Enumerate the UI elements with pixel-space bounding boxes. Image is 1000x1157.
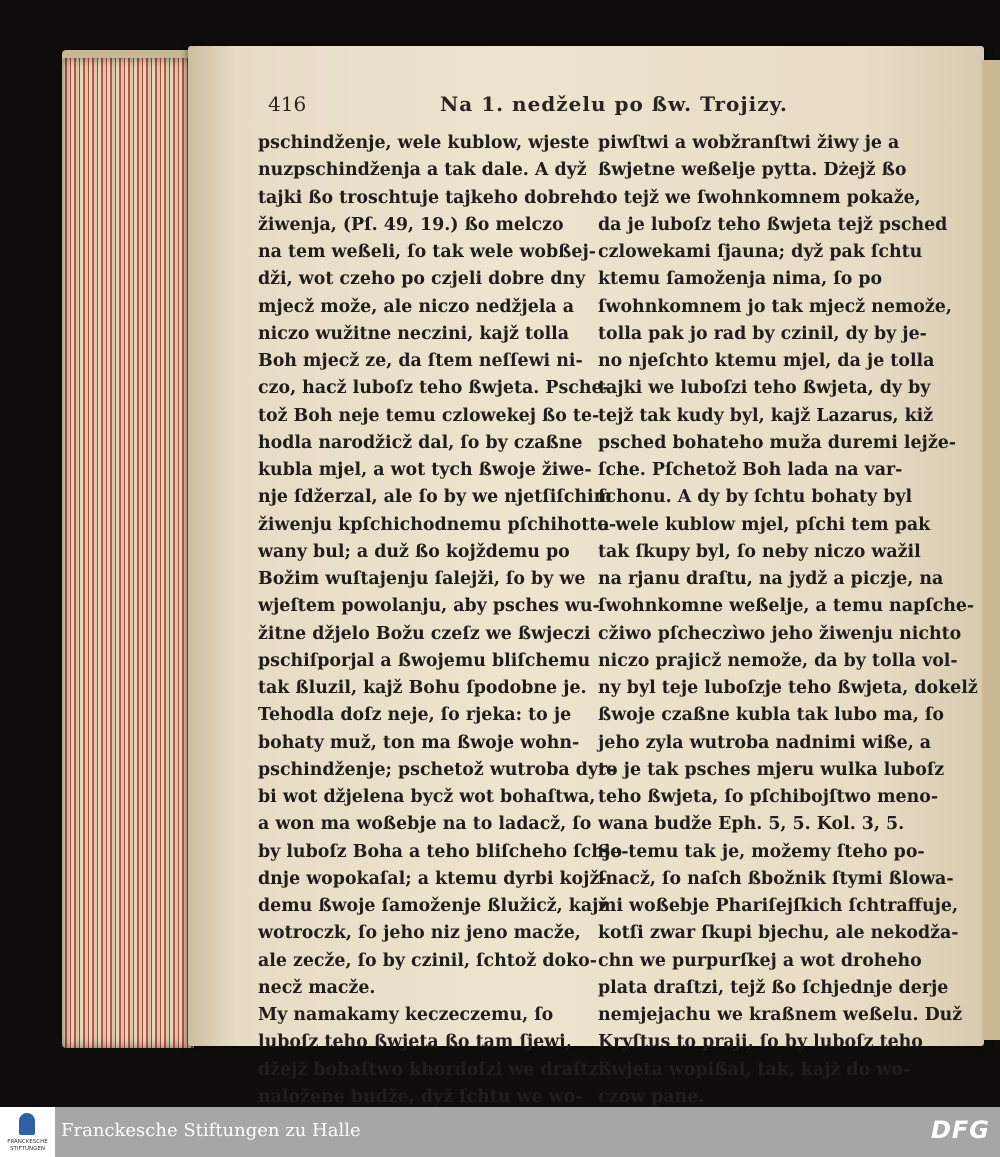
text-line: jeho zyla wutroba nadnimi wiße, a	[598, 732, 932, 753]
text-line: ſwohnkomnem jo tak mjecž nemože,	[598, 296, 952, 317]
text-line: czow pane.	[598, 1086, 705, 1107]
text-line: ßwoje czaßne kubla tak lubo ma, ſo	[598, 705, 945, 726]
text-line: da je luboſz teho ßwjeta tejž psched	[598, 214, 948, 235]
text-line: ſche. Pſchetož Boh lada na var-	[598, 460, 903, 480]
text-line: kubla mjel, a wot tych ßwoje žiwe-	[258, 460, 592, 480]
text-line: wana budže Eph. 5, 5. Kol. 3, 5.	[598, 814, 905, 835]
text-line: by luboſz Boha a teho bliſcheho ſchje-	[258, 841, 629, 862]
text-line: žitne džjelo Božu czeſz we ßwjeczi	[258, 623, 591, 644]
text-line: no njeſchto ktemu mjel, da je tolla	[598, 351, 935, 371]
text-line: pschindženje, wele kublow, wjeste	[258, 133, 590, 153]
text-line: ny byl teje luboſzje teho ßwjeta, dokelž	[598, 678, 978, 698]
text-line: žiwenja, (Pſ. 49, 19.) ßo melczo	[258, 214, 564, 235]
logo-label: FRANCKESCHE STIFTUNGEN	[7, 1139, 48, 1152]
text-line: mi woßebje Phariſejſkich ſchtraffuje,	[598, 896, 959, 916]
dfg-logo[interactable]: DFG	[930, 1116, 990, 1144]
text-line: ale zecže, ſo by czinil, ſchtož doko-	[258, 950, 597, 971]
text-line: pschindženje; pschetož wutroba dyr-	[258, 759, 615, 780]
text-line: mjecž može, ale niczo nedžjela a	[258, 296, 574, 317]
text-line: czo, hacž luboſz teho ßwjeta. Psche-	[258, 378, 610, 399]
text-line: nuzpschindženja a tak dale. A dyž	[258, 160, 587, 181]
text-line: piwſtwi a wobžranſtwi žiwy je a	[598, 133, 900, 153]
text-line: psched bohateho muža duremi lejže-	[598, 432, 956, 453]
text-line: cžiwo pſcheczìwo jeho žiwenju nichto	[598, 623, 962, 644]
page-edges-stack	[62, 58, 194, 1048]
text-line: niczo prajicž nemože, da by tolla vol-	[598, 650, 958, 671]
text-line: džejž bohaſtwo khordoſzi we draſtzi	[258, 1059, 606, 1080]
text-line: a won ma woßebje na to ladacž, ſo	[258, 814, 592, 835]
text-line: tak ßluzil, kajž Bohu ſpodobne je.	[258, 678, 587, 698]
text-line: na rjanu draſtu, na jydž a piczje, na	[598, 569, 944, 589]
text-column-right	[598, 130, 978, 1111]
text-line: Božim wuſtajenju ſalejži, ſo by we	[258, 569, 586, 589]
text-line: hodla narodžicž dal, ſo by czaßne	[258, 432, 583, 453]
text-line: dži, wot czeho po czjeli dobre dny	[258, 269, 586, 290]
text-line: tolla pak jo rad by czinil, dy by je-	[598, 323, 927, 344]
text-line: kotſi zwar ſkupi bjechu, ale nekodža-	[598, 923, 959, 944]
text-line: ktemu ſamoženja nima, ſo po	[598, 269, 883, 290]
text-line: czlowekami ſjauna; dyž pak ſchtu	[598, 242, 923, 262]
text-line: plata draſtzi, tejž ßo ſchjednje derje	[598, 977, 949, 998]
page-number: 416	[268, 92, 307, 116]
text-line: wany bul; a duž ßo kojždemu po	[258, 541, 570, 562]
text-line: Boh mjecž ze, da ſtem neſſewi ni-	[258, 351, 583, 371]
text-line: Kryſtus to praji, ſo by luboſz teho	[598, 1032, 923, 1053]
running-head: Na 1. nedželu po ßw. Trojizy.	[440, 92, 788, 116]
text-line: to tejž we ſwohnkomnem pokaže,	[598, 187, 921, 208]
text-line: nje ſdžerzal, ale ſo by we njetſiſchim	[258, 487, 613, 508]
text-line: So temu tak je, možemy ſteho po-	[598, 841, 925, 862]
text-line: wjeſtem powolanju, aby psches wu-	[258, 596, 600, 617]
text-line: necž macže.	[258, 977, 376, 998]
text-line: ſnacž, ſo naſch ßbožnik ſtymi ßlowa-	[598, 868, 954, 889]
text-line: bohaty muž, ton ma ßwoje wohn-	[258, 732, 580, 753]
text-line: Tehodla doſz neje, ſo rjeka: to je	[258, 705, 572, 726]
institution-logo[interactable]	[0, 1107, 55, 1157]
text-line: demu ßwoje ſamoženje ßlužicž, kajž	[258, 896, 609, 916]
text-line: ſwohnkomne weßelje, a temu napſche-	[598, 596, 975, 617]
text-line: pschiſporjal a ßwojemu bliſchemu	[258, 650, 591, 671]
text-line: tož Boh neje temu czlowekej ßo te-	[258, 405, 600, 426]
text-line: a wele kublow mjel, pſchi tem pak	[598, 514, 931, 535]
text-line: luboſz teho ßwjeta ßo tam ſjewi,	[258, 1032, 572, 1053]
text-line: žiwenju kpſchichodnemu pſchihotto-	[258, 514, 617, 535]
text-line: ßwjeta wopißal, tak, kajž do wo-	[598, 1059, 911, 1080]
text-line: tajki ßo troschtuje tajkeho dobreho	[258, 187, 605, 208]
text-line: dnje wopokaſal; a ktemu dyrbi kojž-	[258, 868, 607, 889]
text-line: nemjejachu we kraßnem weßelu. Duž	[598, 1005, 963, 1025]
text-line: to je tak psches mjeru wulka luboſz	[598, 759, 945, 780]
text-line: My namakamy keczeczemu, ſo	[258, 1005, 554, 1025]
institution-name[interactable]: Franckesche Stiftungen zu Halle	[61, 1120, 361, 1141]
text-line: teho ßwjeta, ſo pſchibojſtwo meno-	[598, 787, 939, 807]
text-line: bi wot džjelena bycž wot bohaſtwa,	[258, 787, 596, 807]
text-line: tajki we luboſzi teho ßwjeta, dy by	[598, 378, 931, 399]
page-header	[268, 92, 968, 122]
text-line: tejž tak kudy byl, kajž Lazarus, kiž	[598, 405, 934, 426]
text-line: ßwjetne weßelje pytta. Dżejž ßo	[598, 160, 907, 181]
text-line: wotroczk, ſo jeho niz jeno macže,	[258, 923, 581, 944]
franckesche-logo-icon	[19, 1113, 35, 1135]
facing-page-edge	[982, 60, 1000, 1040]
text-column-left	[258, 130, 629, 1111]
text-line: ſchonu. A dy by ſchtu bohaty byl	[598, 487, 913, 508]
text-line: naložene budže, dyž ſchtu we wo-	[258, 1086, 583, 1107]
text-line: niczo wužitne neczini, kajž tolla	[258, 323, 570, 344]
text-line: na tem weßeli, ſo tak wele wobßej-	[258, 242, 596, 262]
text-line: tak ſkupy byl, ſo neby niczo wažil	[598, 541, 921, 562]
text-line: chn we purpurſkej a wot droheho	[598, 950, 922, 971]
viewer-footer	[0, 1107, 1000, 1157]
